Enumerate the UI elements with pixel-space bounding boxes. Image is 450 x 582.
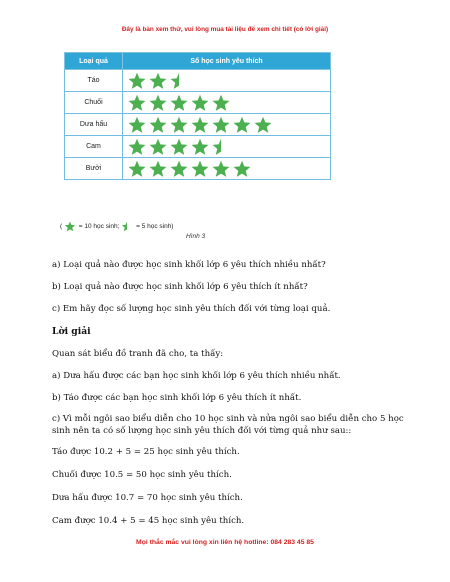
legend-half-star-icon	[121, 223, 134, 230]
fruit-label: Bưởi	[65, 158, 123, 180]
legend-full-label: = 10 học sinh;	[78, 223, 120, 231]
star-icon	[211, 116, 231, 134]
answer-banana: Chuối được 10.5 = 50 học sinh yêu thích.	[52, 470, 232, 480]
legend	[60, 221, 173, 232]
star-icon	[64, 221, 76, 232]
star-icon	[232, 160, 252, 178]
star-cell	[123, 158, 331, 180]
answer-a: a) Dưa hấu được các bạn học sinh khối lớp 6 yêu thích nhiều nhất.	[52, 371, 341, 381]
star-cell	[123, 92, 331, 114]
star-icon	[148, 160, 168, 178]
hotline-notice: Mọi thắc mắc vui lòng xin liên hệ hotline: 084 283 45 85	[136, 539, 314, 546]
star-icon	[169, 116, 189, 134]
students-column-header: Số học sinh yêu thích	[123, 53, 331, 70]
fruit-label: Táo	[65, 70, 123, 92]
answer-apple: Táo được 10.2 + 5 = 25 học sinh yêu thích.	[52, 447, 240, 457]
solution-intro: Quan sát biểu đồ tranh đã cho, ta thấy:	[52, 349, 224, 359]
legend-open-paren: (	[60, 223, 63, 231]
star-icon	[127, 116, 147, 134]
question-c: c) Em hãy đọc số lượng học sinh yêu thích đối với từng loại quả.	[52, 304, 331, 314]
solution-title: Lời giải	[52, 326, 91, 337]
table-row	[65, 92, 331, 114]
legend-full-star-icon	[64, 223, 77, 230]
star-icon	[169, 138, 189, 156]
star-icon	[190, 160, 210, 178]
half-star-icon	[211, 138, 231, 156]
star-icon	[232, 116, 252, 134]
preview-notice: Đây là bản xem thử, vui lòng mua tài liệu để xem chi tiết (có lời giải)	[121, 26, 329, 33]
legend-half-label: = 5 học sinh)	[136, 223, 174, 231]
fruit-column-header: Loại quả	[65, 53, 123, 70]
star-cell	[123, 114, 331, 136]
star-icon	[148, 94, 168, 112]
question-b: b) Loại quả nào được học sinh khối lớp 6 yêu thích ít nhất?	[52, 282, 308, 292]
star-icon	[211, 94, 231, 112]
star-icon	[148, 116, 168, 134]
fruit-label: Cam	[65, 136, 123, 158]
answer-watermelon: Dưa hấu được 10.7 = 70 học sinh yêu thích.	[52, 493, 243, 503]
star-icon	[127, 138, 147, 156]
star-icon	[211, 160, 231, 178]
table-row	[65, 136, 331, 158]
half-star-icon	[169, 72, 189, 90]
answer-c: c) Vì mỗi ngôi sao biểu diễn cho 10 học sinh và nửa ngôi sao biểu diễn cho 5 học sinh nên ta có số lượng học sinh yêu thích đối với từng quả như sau::	[52, 414, 404, 436]
star-icon	[169, 94, 189, 112]
star-icon	[253, 116, 273, 134]
star-cell	[123, 136, 331, 158]
table-row	[65, 70, 331, 92]
star-icon	[190, 116, 210, 134]
star-icon	[127, 160, 147, 178]
star-icon	[127, 72, 147, 90]
fruit-label: Chuối	[65, 92, 123, 114]
star-icon	[148, 72, 168, 90]
answer-b: b) Táo được các bạn học sinh khối lớp 6 yêu thích ít nhất.	[52, 393, 302, 403]
star-icon	[148, 138, 168, 156]
figure-caption: Hình 3	[186, 233, 206, 240]
table-row	[65, 158, 331, 180]
table-row	[65, 114, 331, 136]
pictograph-table	[64, 52, 331, 180]
answer-orange: Cam được 10.4 + 5 = 45 học sinh yêu thích.	[52, 516, 245, 526]
star-icon	[190, 94, 210, 112]
star-cell	[123, 70, 331, 92]
star-icon	[190, 138, 210, 156]
fruit-label: Dưa hấu	[65, 114, 123, 136]
star-icon	[169, 160, 189, 178]
question-a: a) Loại quả nào được học sinh khối lớp 6 yêu thích nhiều nhất?	[52, 260, 326, 270]
half-star-icon	[121, 221, 133, 232]
star-icon	[127, 94, 147, 112]
